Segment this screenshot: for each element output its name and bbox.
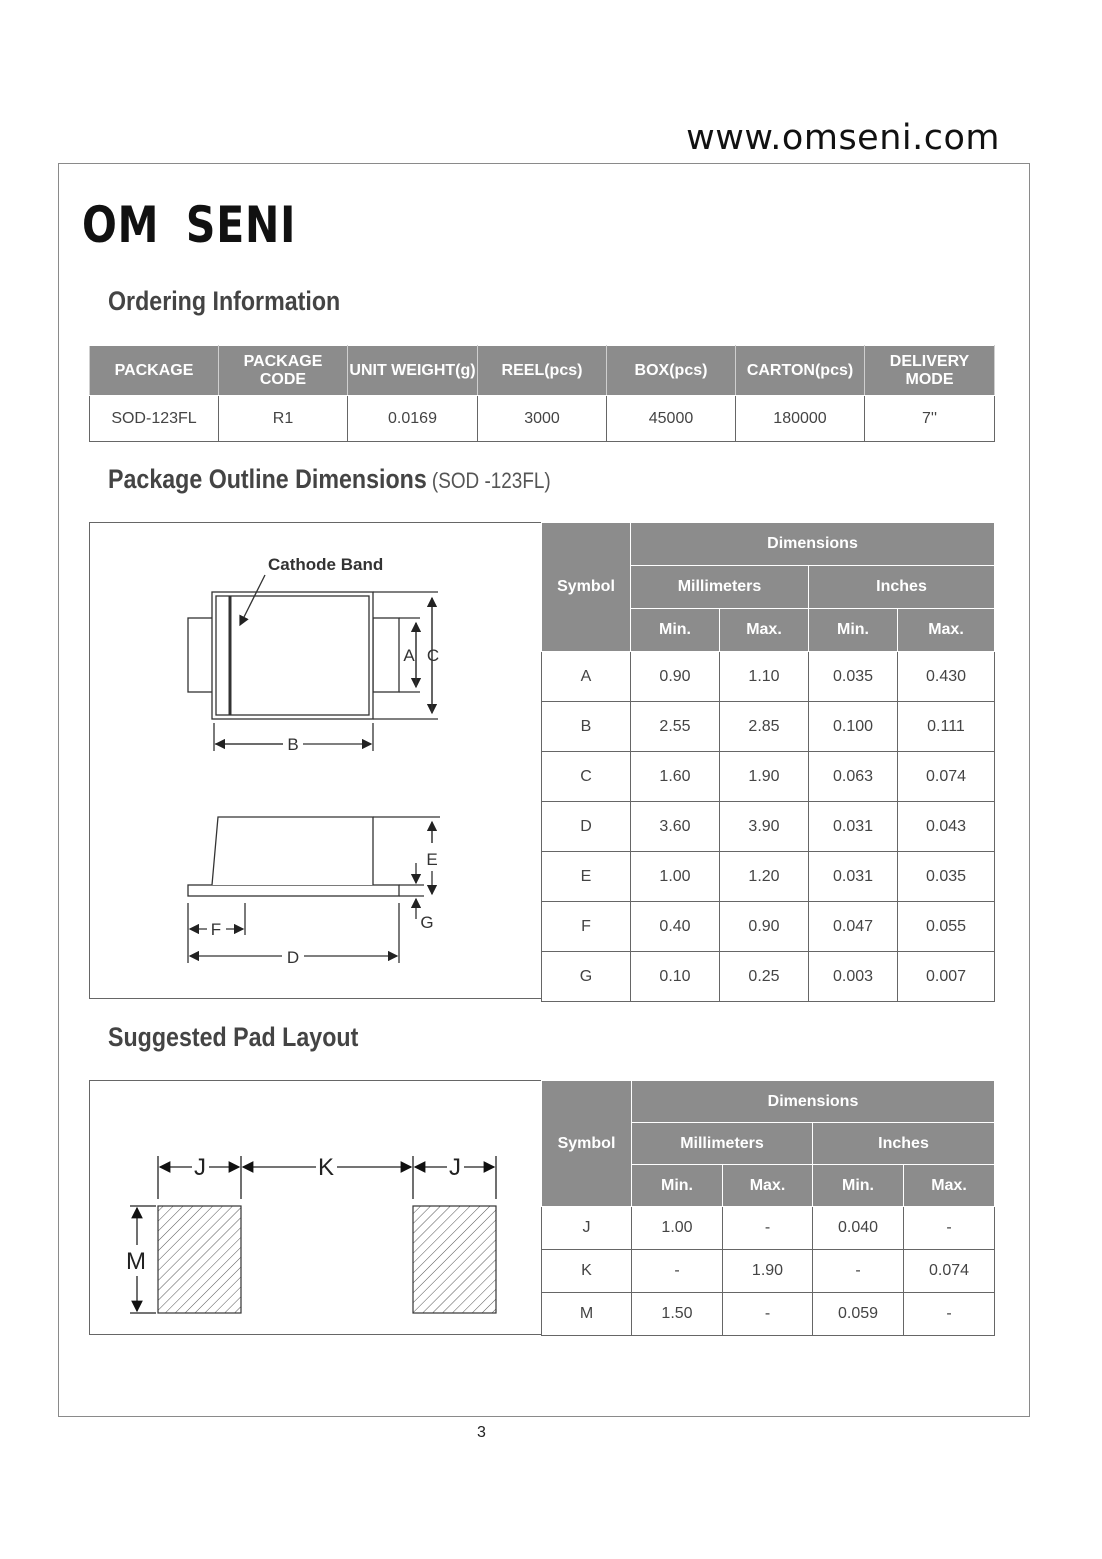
- header-cell: PACKAGE: [90, 346, 219, 396]
- side-leads: [188, 885, 399, 896]
- table-cell: SOD-123FL: [90, 396, 219, 442]
- dimensions-header: Dimensions: [631, 523, 995, 566]
- table-row: [542, 852, 995, 902]
- table-cell: 2.85: [720, 702, 809, 752]
- table-cell: R1: [219, 396, 348, 442]
- outline-diagram: [90, 523, 541, 998]
- table-cell: 0.035: [898, 852, 995, 902]
- label-b: B: [287, 735, 299, 754]
- outline-title: [108, 464, 551, 495]
- outline-dimensions-table: [541, 522, 995, 1002]
- company-logo: OM SENI: [82, 196, 297, 254]
- table-cell: 180000: [736, 396, 865, 442]
- table-cell: 0.035: [809, 652, 898, 702]
- min-header: Min.: [809, 609, 898, 652]
- table-row: [542, 652, 995, 702]
- table-cell: 0.074: [898, 752, 995, 802]
- ordering-table: [89, 345, 995, 442]
- table-row: [542, 802, 995, 852]
- table-cell: 1.90: [723, 1250, 813, 1293]
- label-k: K: [317, 1154, 335, 1181]
- label-e: E: [426, 850, 438, 869]
- table-cell: -: [723, 1207, 813, 1250]
- dimensions-header: Dimensions: [632, 1081, 995, 1123]
- label-c: C: [426, 646, 440, 665]
- outline-title-text: Package Outline Dimensions: [108, 464, 427, 494]
- table-cell: G: [542, 952, 631, 1002]
- website-url: www.omseni.com: [686, 118, 1000, 158]
- table-cell: -: [723, 1293, 813, 1336]
- table-cell: 0.059: [813, 1293, 904, 1336]
- min-header: Min.: [632, 1165, 723, 1207]
- symbol-header: Symbol: [542, 1081, 632, 1207]
- table-cell: F: [542, 902, 631, 952]
- page-number: 3: [477, 1424, 486, 1441]
- inches-header: Inches: [809, 566, 995, 609]
- right-pad: [413, 1206, 496, 1313]
- table-cell: 0.031: [809, 802, 898, 852]
- table-cell: 0.031: [809, 852, 898, 902]
- table-cell: 7'': [865, 396, 995, 442]
- side-body: [212, 817, 373, 885]
- table-cell: 3.60: [631, 802, 720, 852]
- table-cell: 0.043: [898, 802, 995, 852]
- table-cell: -: [813, 1250, 904, 1293]
- label-f: F: [210, 920, 222, 939]
- table-cell: 3000: [478, 396, 607, 442]
- cathode-band-label: Cathode Band: [268, 555, 384, 574]
- table-row: [90, 396, 995, 442]
- ordering-header-row: [90, 346, 995, 396]
- table-cell: 0.0169: [348, 396, 478, 442]
- table-cell: 0.007: [898, 952, 995, 1002]
- max-header: Max.: [898, 609, 995, 652]
- table-cell: M: [542, 1293, 632, 1336]
- table-cell: A: [542, 652, 631, 702]
- pad-diagram: [90, 1081, 541, 1334]
- millimeters-header: Millimeters: [632, 1123, 813, 1165]
- label-m: M: [126, 1248, 146, 1275]
- header-cell: UNIT WEIGHT(g): [348, 346, 478, 396]
- label-a: A: [403, 646, 415, 665]
- table-cell: 0.074: [904, 1250, 995, 1293]
- table-cell: D: [542, 802, 631, 852]
- max-header: Max.: [904, 1165, 995, 1207]
- table-cell: 0.90: [631, 652, 720, 702]
- label-j-right: J: [449, 1154, 461, 1181]
- left-lead-top: [188, 618, 214, 692]
- table-row: [542, 1293, 995, 1336]
- table-row: [542, 752, 995, 802]
- table-cell: 0.055: [898, 902, 995, 952]
- table-cell: K: [542, 1250, 632, 1293]
- table-cell: 0.430: [898, 652, 995, 702]
- table-cell: J: [542, 1207, 632, 1250]
- header-cell: BOX(pcs): [607, 346, 736, 396]
- table-cell: -: [904, 1293, 995, 1336]
- right-lead-top: [373, 618, 399, 692]
- table-cell: 1.50: [632, 1293, 723, 1336]
- symbol-header: Symbol: [542, 523, 631, 652]
- table-cell: 0.40: [631, 902, 720, 952]
- table-cell: 0.003: [809, 952, 898, 1002]
- table-cell: 0.111: [898, 702, 995, 752]
- inches-header: Inches: [813, 1123, 995, 1165]
- table-cell: 1.00: [631, 852, 720, 902]
- millimeters-header: Millimeters: [631, 566, 809, 609]
- table-cell: 0.063: [809, 752, 898, 802]
- header-cell: DELIVERY MODE: [865, 346, 995, 396]
- table-cell: B: [542, 702, 631, 752]
- table-row: [542, 1207, 995, 1250]
- table-cell: 1.20: [720, 852, 809, 902]
- header-cell: CARTON(pcs): [736, 346, 865, 396]
- min-header: Min.: [813, 1165, 904, 1207]
- table-cell: 1.60: [631, 752, 720, 802]
- header-cell: PACKAGE CODE: [219, 346, 348, 396]
- outline-subtitle: (SOD -123FL): [431, 468, 551, 493]
- table-cell: 45000: [607, 396, 736, 442]
- table-row: [542, 902, 995, 952]
- max-header: Max.: [723, 1165, 813, 1207]
- header-cell: REEL(pcs): [478, 346, 607, 396]
- table-cell: 0.100: [809, 702, 898, 752]
- left-pad: [158, 1206, 241, 1313]
- table-row: [542, 1250, 995, 1293]
- table-cell: 0.10: [631, 952, 720, 1002]
- table-cell: 0.040: [813, 1207, 904, 1250]
- pad-layout-title: Suggested Pad Layout: [108, 1022, 359, 1052]
- max-header: Max.: [720, 609, 809, 652]
- pad-dimensions-table: [541, 1080, 995, 1336]
- min-header: Min.: [631, 609, 720, 652]
- table-cell: 1.00: [632, 1207, 723, 1250]
- table-cell: -: [632, 1250, 723, 1293]
- table-cell: 0.90: [720, 902, 809, 952]
- label-g: G: [420, 913, 434, 932]
- outline-diagram-box: [89, 522, 542, 999]
- table-cell: 2.55: [631, 702, 720, 752]
- label-j-left: J: [194, 1154, 206, 1181]
- package-body-outer: [212, 592, 373, 719]
- table-row: [542, 702, 995, 752]
- pad-diagram-box: [89, 1080, 542, 1335]
- table-row: [542, 952, 995, 1002]
- label-d: D: [286, 948, 300, 967]
- table-cell: 3.90: [720, 802, 809, 852]
- table-cell: C: [542, 752, 631, 802]
- ordering-title: Ordering Information: [108, 286, 341, 316]
- table-cell: -: [904, 1207, 995, 1250]
- table-cell: E: [542, 852, 631, 902]
- table-cell: 0.047: [809, 902, 898, 952]
- table-cell: 1.90: [720, 752, 809, 802]
- table-cell: 1.10: [720, 652, 809, 702]
- table-cell: 0.25: [720, 952, 809, 1002]
